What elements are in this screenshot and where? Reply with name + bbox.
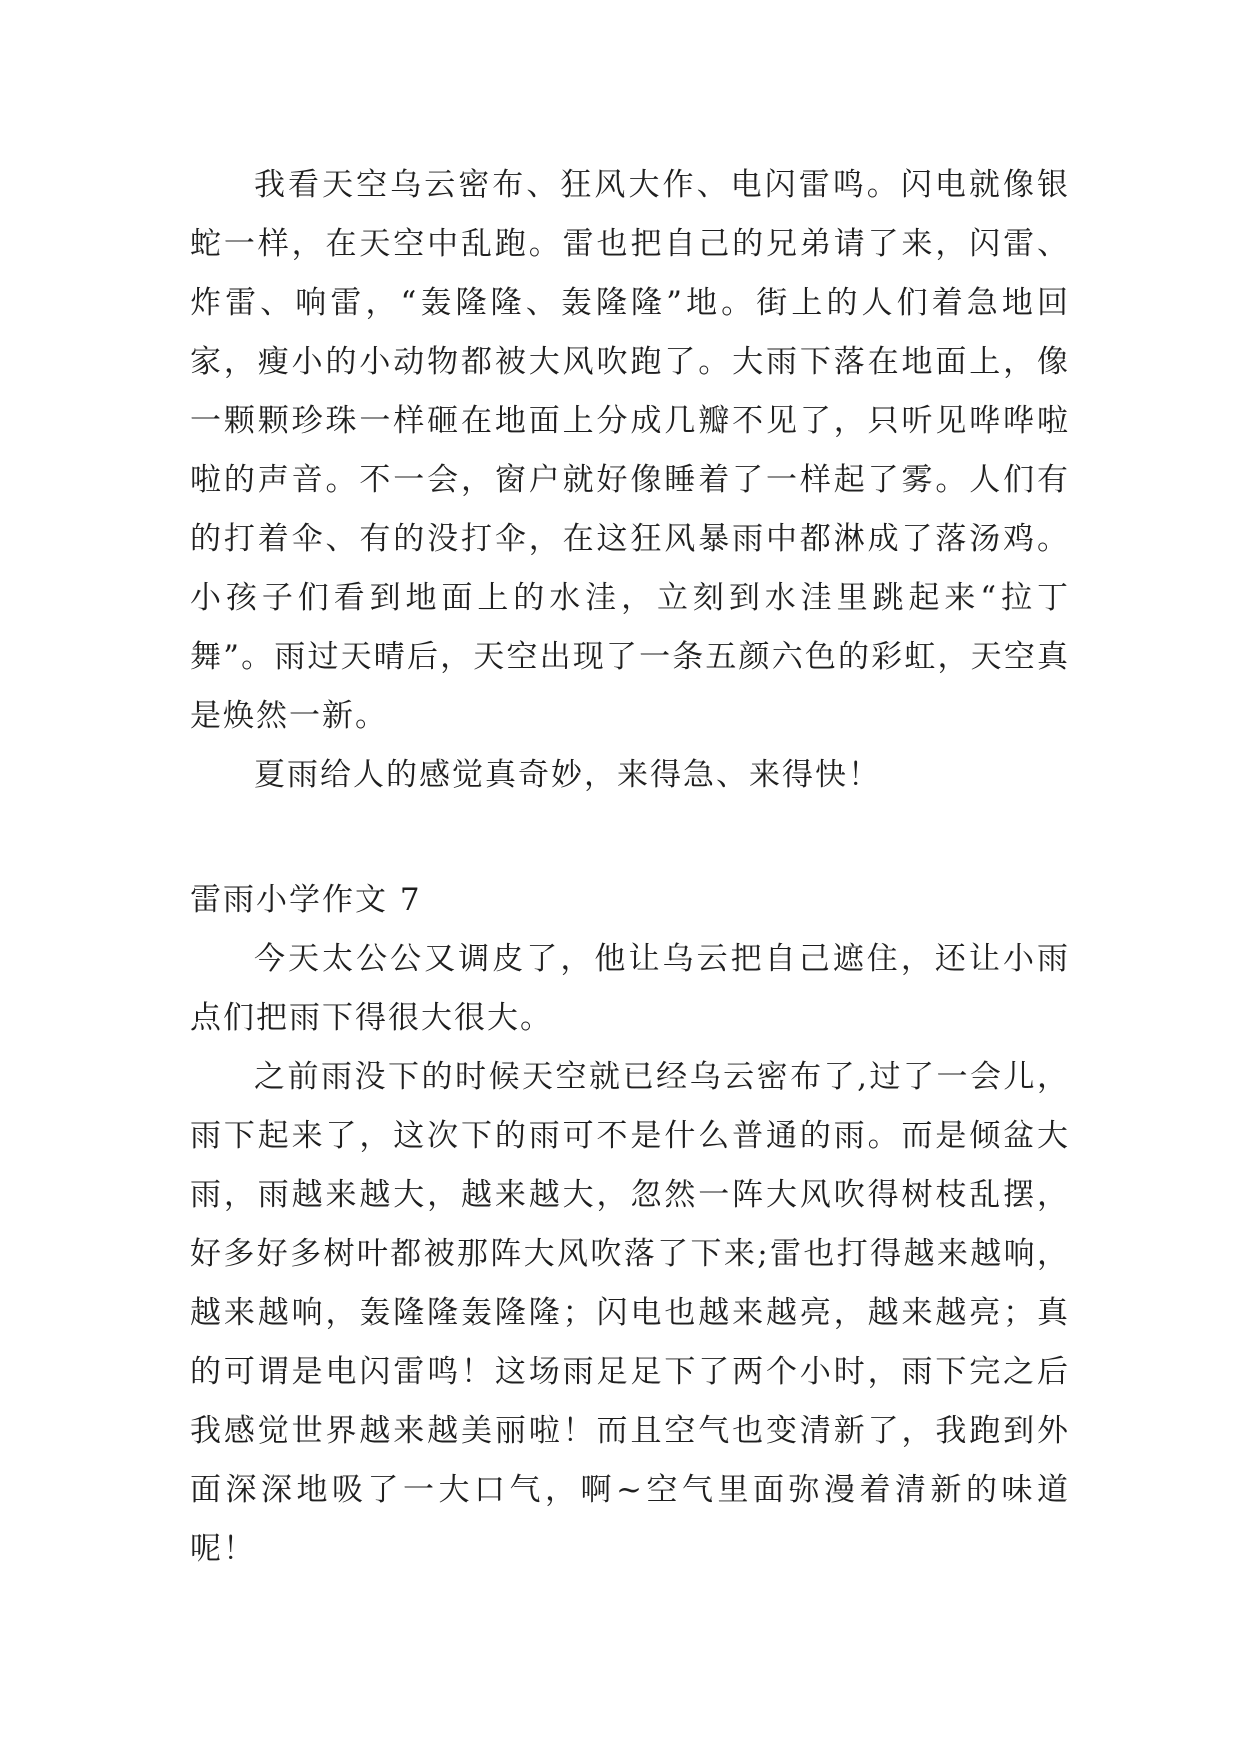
document-body <box>190 156 1070 1579</box>
paragraph-summer-rain-feeling: 夏雨给人的感觉真奇妙，来得急、来得快！ <box>254 757 881 793</box>
paragraph-storm-description: 我看天空乌云密布、狂风大作、电闪雷鸣。闪电就像银蛇一样，在天空中乱跑。雷也把自己的兄弟请了来，闪雷、炸雷、响雷，“轰隆隆、轰隆隆”地。街上的人们着急地回家，瘦小的小动物都被大风吹跑了。大雨下落在地面上，像一颗颗珍珠一样砸在地面上分成几瓣不见了，只听见哗哗啦啦的声音。不一会，窗户就好像睡着了一样起了雾。人们有的打着伞、有的没打伞，在这狂风暴雨中都淋成了落汤鸡。小孩子们看到地面上的水洼，立刻到水洼里跳起来“拉丁舞”。雨过天晴后，天空出现了一条五颜六色的彩虹，天空真是焕然一新。 <box>190 167 1070 734</box>
paragraph-sun-playful: 今天太公公又调皮了，他让乌云把自己遮住，还让小雨点们把雨下得很大很大。 <box>190 941 1070 1036</box>
section-title: 雷雨小学作文 7 <box>190 882 422 918</box>
paragraph-heavy-rain: 之前雨没下的时候天空就已经乌云密布了,过了一会儿，雨下起来了，这次下的雨可不是什么普通的雨。而是倾盆大雨，雨越来越大，越来越大，忽然一阵大风吹得树枝乱摆，好多好多树叶都被那阵大风吹落了下来;雷也打得越来越响，越来越响，轰隆隆轰隆隆；闪电也越来越亮，越来越亮；真的可谓是电闪雷鸣！这场雨足足下了两个小时，雨下完之后我感觉世界越来越美丽啦！而且空气也变清新了，我跑到外面深深地吸了一大口气，啊~空气里面弥漫着清新的味道呢！ <box>190 1059 1070 1567</box>
